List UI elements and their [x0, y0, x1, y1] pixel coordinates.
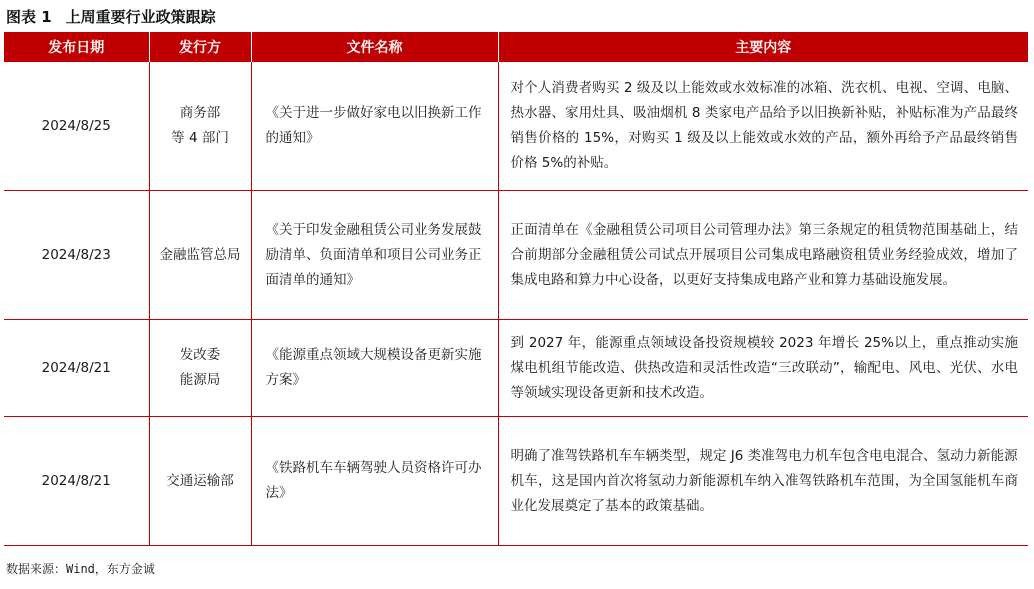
- row-document: 《铁路机车车辆驾驶人员资格许可办法》: [251, 417, 498, 546]
- table-header-row: [4, 32, 1028, 62]
- issuer-line: 能源局: [179, 372, 221, 388]
- header-date: 发布日期: [4, 32, 149, 62]
- header-content: 主要内容: [498, 32, 1028, 62]
- row-issuer: [149, 62, 251, 191]
- content-line: 机车，这是国内首次将氢动力新能源机车纳入准驾铁路机车范围，为全国氢能机车商业化发展奠定了基本的政策基础。: [510, 472, 1018, 514]
- row-date: 2024/8/25: [4, 62, 149, 191]
- policy-table: [4, 32, 1028, 546]
- row-issuer: [149, 191, 251, 320]
- issuer-line: 等 4 部门: [171, 130, 229, 146]
- issuer-line: 交通运输部: [166, 472, 234, 489]
- row-content: 对个人消费者购买 2 级及以上能效或水效标准的冰箱、洗衣机、电视、空调、电脑、热水器、家用灶具、吸油烟机 8 类家电产品给予以旧换新补贴，补贴标准为产品最终销售价格的 15%，对购买 1 级及以上能效或水效的产品，额外再给予产品最终销售价格 5%的补贴。: [498, 62, 1028, 191]
- header-document: 文件名称: [251, 32, 498, 62]
- content-line: 明确了准驾铁路机车车辆类型，规定 J6 类准驾电力机车包含电电混合、氢动力新能源: [510, 447, 1018, 464]
- row-document: 《能源重点领域大规模设备更新实施方案》: [251, 320, 498, 417]
- issuer-line: 发改委: [179, 347, 221, 363]
- row-document: 《关于印发金融租赁公司业务发展鼓励清单、负面清单和项目公司业务正面清单的通知》: [251, 191, 498, 320]
- row-date: 2024/8/21: [4, 320, 149, 417]
- data-source-note: 数据来源：Wind，东方金诚: [6, 562, 155, 576]
- figure-title: [6, 6, 216, 27]
- issuer-line: 商务部: [179, 105, 221, 121]
- issuer-line: 金融监管总局: [159, 246, 241, 263]
- table-row: [4, 191, 1028, 320]
- figure-label: 图表 1: [6, 8, 52, 26]
- row-date: 2024/8/21: [4, 417, 149, 546]
- row-content: 到 2027 年，能源重点领域设备投资规模较 2023 年增长 25%以上，重点推动实施煤电机组节能改造、供热改造和灵活性改造“三改联动”，输配电、风电、光伏、水电等领域实现设备更新和技术改造。: [498, 320, 1028, 417]
- table-row: [4, 320, 1028, 417]
- table-row: [4, 62, 1028, 191]
- header-issuer: 发行方: [149, 32, 251, 62]
- row-document: 《关于进一步做好家电以旧换新工作的通知》: [251, 62, 498, 191]
- row-issuer: [149, 417, 251, 546]
- row-content: [498, 417, 1028, 546]
- row-date: 2024/8/23: [4, 191, 149, 320]
- row-issuer: [149, 320, 251, 417]
- row-content: 正面清单在《金融租赁公司项目公司管理办法》第三条规定的租赁物范围基础上，结合前期部分金融租赁公司试点开展项目公司集成电路融资租赁业务经验成效，增加了集成电路和算力中心设备，以更好支持集成电路产业和算力基础设施发展。: [498, 191, 1028, 320]
- table-row: [4, 417, 1028, 546]
- figure-title-text: 上周重要行业政策跟踪: [65, 8, 216, 26]
